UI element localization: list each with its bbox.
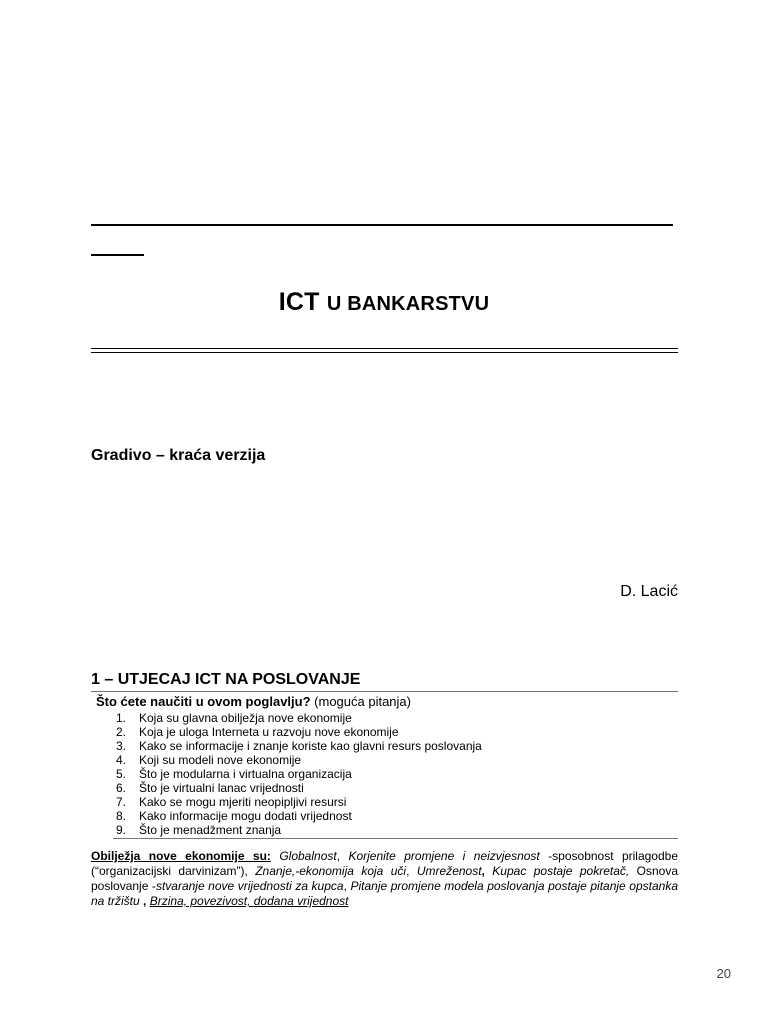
paragraph-text: ,	[343, 879, 351, 893]
list-item-text: Koja su glavna obilježja nove ekonomije	[139, 711, 352, 725]
questions-box-top-rule	[91, 691, 678, 692]
paragraph-emphasis: Globalnost	[279, 849, 337, 863]
paragraph-emphasis: stvaranje nove vrijednosti za kupca	[155, 879, 344, 893]
list-item	[108, 711, 482, 725]
list-item-number: 9.	[115, 823, 126, 837]
paragraph-emphasis: Brzina, povezivost, dodana vrijednost	[149, 894, 349, 908]
paragraph-emphasis: Umreženost	[416, 864, 482, 878]
list-item-number: 8.	[115, 809, 126, 823]
title-main: ICT	[278, 288, 320, 316]
list-item	[108, 739, 482, 753]
paragraph-text: ,	[336, 849, 349, 863]
list-item-number: 5.	[115, 767, 126, 781]
list-item	[108, 823, 482, 837]
header-rule	[91, 224, 673, 226]
page-number: 20	[716, 966, 731, 981]
author: D. Lacić	[620, 583, 678, 600]
list-item-text: Kako se informacije i znanje koriste kao glavni resurs poslovanja	[139, 739, 482, 753]
paragraph-emphasis: Pitanje promjene modela poslovanja postaje pitanje opstanka na tržištu	[91, 879, 678, 908]
title-double-rule	[91, 348, 678, 353]
questions-heading-bold: Što ćete naučiti u ovom poglavlju?	[96, 694, 311, 709]
list-item-text: Što je modularna i virtualna organizacija	[139, 767, 352, 781]
header-rule-short	[91, 254, 144, 256]
chapter-heading: 1 – UTJECAJ ICT NA POSLOVANJE	[91, 671, 361, 688]
paragraph-text: ,	[139, 894, 150, 908]
list-item-text: Koji su modeli nove ekonomije	[139, 753, 302, 767]
paragraph-text: ,	[406, 864, 417, 878]
list-item-number: 7.	[115, 795, 126, 809]
paragraph-emphasis: Kupac postaje pokretač,	[492, 864, 630, 878]
list-item-text: Što je virtualni lanac vrijednosti	[139, 781, 304, 795]
list-item-number: 4.	[115, 753, 126, 767]
paragraph-text: Osnova poslovanje -	[91, 864, 678, 893]
subtitle: Gradivo – kraća verzija	[91, 447, 266, 464]
list-item-text: Što je menadžment znanja	[139, 823, 282, 837]
economy-features-paragraph	[91, 849, 678, 909]
list-item-text: Koja je uloga Interneta u razvoju nove ekonomije	[139, 725, 399, 739]
paragraph-emphasis: Znanje,-ekonomija koja uči	[255, 864, 407, 878]
paragraph-emphasis: Korjenite promjene i neizvjesnost	[348, 849, 540, 863]
list-item	[108, 753, 482, 767]
list-item-number: 2.	[115, 725, 126, 739]
list-item	[108, 767, 482, 781]
questions-heading-note: (moguća pitanja)	[314, 694, 411, 709]
list-item-number: 3.	[115, 739, 126, 753]
list-item-number: 6.	[115, 781, 126, 795]
document-title	[0, 288, 768, 317]
questions-box-bottom-rule	[113, 838, 678, 839]
list-item-number: 1.	[115, 711, 126, 725]
list-item	[108, 781, 482, 795]
paragraph-text: ,	[481, 864, 493, 878]
questions-list	[108, 711, 482, 837]
paragraph-lead: Obilježja nove ekonomije su:	[91, 849, 271, 863]
list-item	[108, 725, 482, 739]
title-rest: U BANKARSTVU	[326, 293, 490, 315]
list-item-text: Kako informacije mogu dodati vrijednost	[139, 809, 352, 823]
questions-heading	[96, 694, 411, 709]
list-item	[108, 795, 482, 809]
list-item-text: Kako se mogu mjeriti neopipljivi resursi	[139, 795, 347, 809]
list-item	[108, 809, 482, 823]
paragraph-text: -sposobnost prilagodbe (“organizacijski darvinizam”),	[91, 849, 678, 878]
